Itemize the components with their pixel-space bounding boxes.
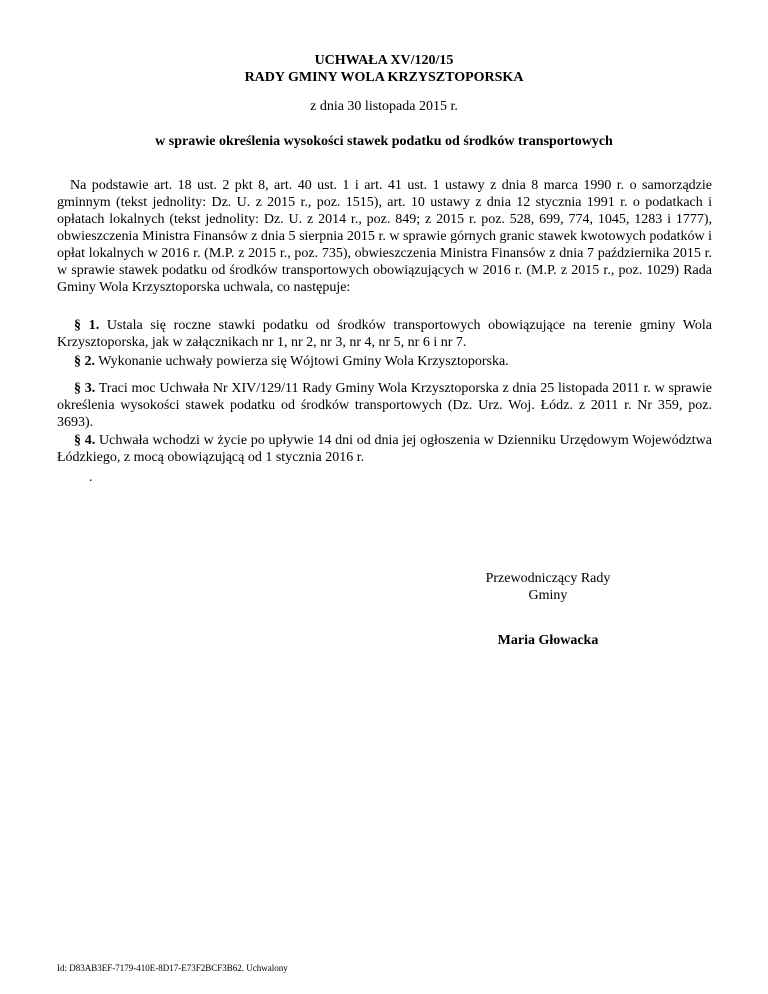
resolution-subject: w sprawie określenia wysokości stawek podatku od środków transportowych [155,134,613,149]
document-id-footer: Id: D83AB3EF-7179-410E-8D17-E73F2BCF3B62. Uchwalony [57,963,288,973]
paragraph-1 [57,317,712,351]
stray-dot: . [89,470,93,485]
paragraph-3-number: § 3. [74,381,96,396]
paragraph-2-text: Wykonanie uchwały powierza się Wójtowi Gminy Wola Krzysztoporska. [95,354,509,369]
paragraph-4-number: § 4. [74,433,96,448]
resolution-date: z dnia 30 listopada 2015 r. [310,99,458,114]
signature-role: Przewodniczący Rady Gminy [485,571,611,603]
signature-name: Maria Głowacka [497,633,599,648]
paragraph-2-number: § 2. [74,354,95,369]
paragraph-3 [57,380,712,431]
paragraph-4 [57,432,712,466]
paragraph-1-text: Ustala się roczne stawki podatku od środków transportowych obowiązujące na terenie gminy Wola Krzysztoporska, jak w załącznikach nr 1, nr 2, nr 3, nr 4, nr 5, nr 6 i nr 7. [57,318,712,350]
paragraph-1-number: § 1. [74,318,100,333]
legal-basis-paragraph: Na podstawie art. 18 ust. 2 pkt 8, art. 40 ust. 1 i art. 41 ust. 1 ustawy z dnia 8 marca 1990 r. o samorządzie gminnym (tekst jednolity: Dz. U. z 2015 r., poz. 1515), art. 10 ustawy z dnia 12 stycznia 1991 r. o podatkach i opłatach lokalnych (tekst jednolity: Dz. U. z 2014 r., poz. 849; z 2015 r. poz. 528, 699, 774, 1045, 1283 i 1777), obwieszczenia Ministra Finansów z dnia 5 sierpnia 2015 r. w sprawie górnych granic stawek kwotowych podatków i opłat lokalnych w 2016 r. (M.P. z 2015 r., poz. 735), obwieszczenia Ministra Finansów z dnia 7 października 2015 r. w sprawie stawek podatku od środków transportowych obowiązujących w 2016 r. (M.P. z 2015 r., poz. 1029) Rada Gminy Wola Krzysztoporska uchwala, co następuje: [57,178,712,295]
paragraph-2 [57,353,712,370]
paragraph-4-text: Uchwała wchodzi w życie po upływie 14 dni od dnia jej ogłoszenia w Dzienniku Urzędowym Województwa Łódzkiego, z mocą obowiązującą od 1 stycznia 2016 r. [57,433,713,465]
council-name: RADY GMINY WOLA KRZYSZTOPORSKA [244,70,524,85]
resolution-number: UCHWAŁA XV/120/15 [314,53,454,68]
paragraph-3-text: Traci moc Uchwała Nr XIV/129/11 Rady Gminy Wola Krzysztoporska z dnia 25 listopada 2011 r. w sprawie określenia wysokości stawek podatku od środków transportowych (Dz. Urz. Woj. Łódz. z 2011 r. Nr 359, poz. 3693). [57,381,713,430]
